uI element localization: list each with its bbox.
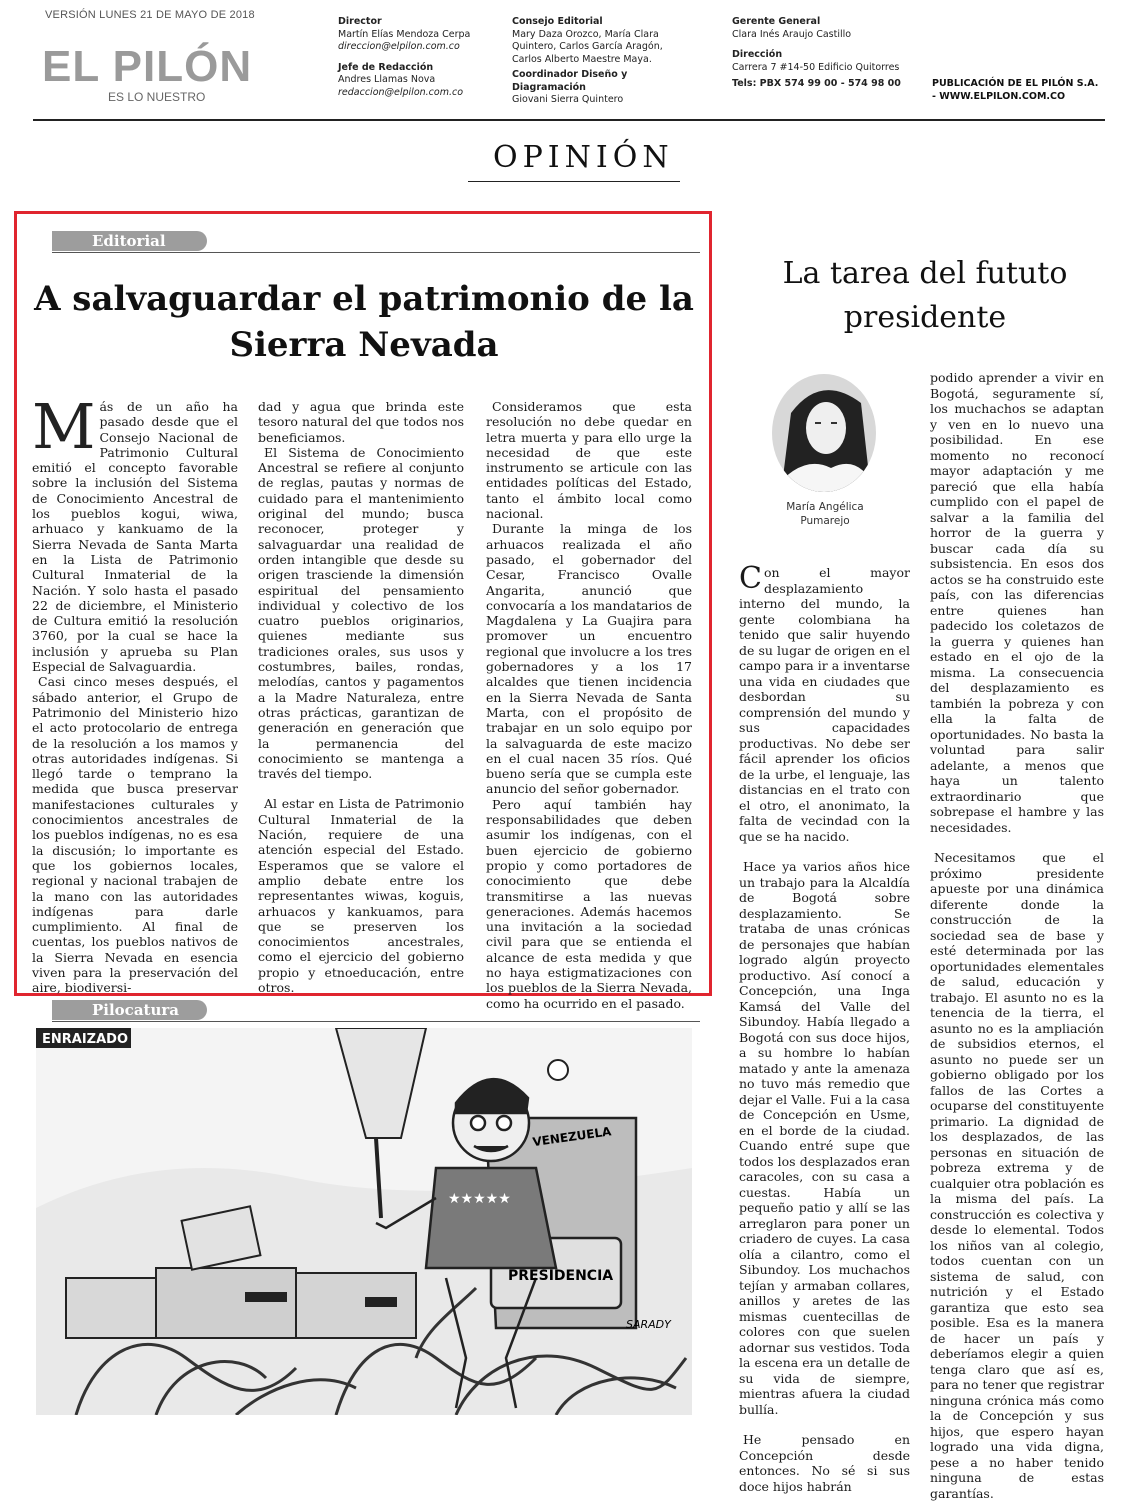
cartoon-label-venezuela: VENEZUELA: [531, 1124, 613, 1150]
credits-gerente: [732, 16, 912, 91]
director-email: direccion@elpilon.com.co: [338, 41, 460, 52]
jefe-email: redaccion@elpilon.com.co: [338, 86, 464, 98]
gerente-name: Clara Inés Araujo Castillo: [732, 28, 852, 40]
paragraph: podido aprender a vivir en Bogotá, seguramente sí, los muchachos se adaptan y ven en lo nuevo una posibilidad. En ese momento no reconocí mayor adaptación y me pareció que ella había cumplido con el papel de salvar a la familia del horror de la guerra y buscar cada día su subsistencia. En esos dos actos se ha construido este país, con las diferencias entre quienes han padecido los coletazos de la guerra y quienes han estado en el ojo de la misma. La consecuencia del desplazamiento es también la pobreza y con ella la falta de oportunidades. No basta la voluntad para salir adelante, a menos que haya un talento extraordinario que sobrepase el hambre y las necesidades.: [930, 370, 1104, 835]
editorial-headline: A salvaguardar el patrimonio de la Sierra Nevada: [34, 279, 694, 365]
coord-name: Giovani Sierra Quintero: [512, 94, 624, 105]
editorial-column-1: [32, 390, 238, 996]
direccion-label: Dirección: [732, 49, 783, 60]
director-label: Director: [338, 16, 382, 27]
gerente-label: Gerente General: [732, 16, 821, 27]
svg-text:★★★★★: ★★★★★: [448, 1191, 511, 1207]
drop-cap: M: [32, 390, 96, 463]
paragraph: on el mayor desplazamiento interno del mundo, la gente colombiana ha tenido que salir huyendo de su lugar de origen en el campo para ir a inventarse una vida en ciudades que desbordan su comprensión del mundo y sus capacidades productivas. No debe ser fácil aprender los oficios de la urbe, el lenguaje, las distancias en el trato con el otro, el anonimato, la falta de vecindad con la que se ha nacido.: [739, 565, 910, 844]
paragraph: Hace ya varios años hice un trabajo para la Alcaldía de Bogotá sobre desplazamiento. Se trataba de unas crónicas de personajes que habían logrado algún proyecto productivo. Así conocí a Concepción, una Inga Kamsá del Valle del Sibundoy. Había llegado a Bogotá con sus doce hijos, a su hombre lo habían matado y ante la amenaza no tuvo más remedio que dejar el Valle. Fui a la casa de Concepción en Usme, en el borde de la ciudad. Cuando entré supe que todos los desplazados eran caracoles, con su casa a cuestas. Había un pequeño patio y allí se las arreglaron para poner un criadero de cuyes. La casa olía a cilantro, como el Sibundoy. Los muchachos tejían y armaban collares, anillos y aretes de las mismas cuentecillas de colores con que suelen adornar sus vestidos. Toda la escena era un detalle de su vida de siempre, mientras afuera la ciudad bullía.: [739, 859, 910, 1417]
paragraph: Consideramos que esta resolución no debe quedar en letra muerta y para ello urge la necesidad de que este instrumento se articule con las entidades políticas del Estado, tanto el ámbito local como nacional.: [486, 399, 692, 522]
coord-label: Coordinador Diseño y Diagramación: [512, 69, 628, 93]
paragraph: Casi cinco meses después, el sábado anterior, el Grupo de Patrimonio del Ministerio hizo el acto protocolario de entrega de la resolución a los mamos y otras autoridades indígenas. Si llegó tarde o temprano la medida que busca preservar manifestaciones culturales y conocimientos ancestrales de los pueblos indígenas, no es esa la discusión; lo importante es que los gobiernos locales, regional y nacional trabajen de la mano con las autoridades indígenas para darle cumplimiento. Al final de cuentas, los pueblos nativos de la Sierra Nevada en esencia viven para la preservación del aire, biodiversi-: [32, 674, 238, 996]
section-rule: [468, 181, 680, 182]
consejo-label: Consejo Editorial: [512, 16, 603, 27]
paragraph: He pensado en Concepción desde entonces. No sé si sus doce hijos habrán: [739, 1432, 910, 1494]
cartoon-label-presidencia: PRESIDENCIA: [508, 1268, 614, 1284]
author-line-2: Pumarejo: [800, 515, 850, 527]
column-text-2: [930, 370, 1104, 1501]
author-name: [740, 500, 910, 528]
column-text-1: [739, 561, 910, 1494]
jefe-name: Andres Llamas Nova: [338, 74, 436, 85]
editorial-column-3: [486, 399, 692, 1011]
cartoon-title: ENRAIZADO: [42, 1032, 128, 1047]
paragraph: Al estar en Lista de Patrimonio Cultural Inmaterial de la Nación, requiere de una atención especial del Estado. Esperamos que se valore el amplio debate entre los representantes wiwas, koguis, arhuacos y kankuamos, para que se preserven los conocimientos ancestrales, como el ejercicio del gobierno propio y etnoeducación, entre otros.: [258, 796, 464, 995]
cartoonist-signature: SARADY: [626, 1318, 671, 1331]
publisher: PUBLICACIÓN DE EL PILÓN S.A. - WWW.ELPILON.COM.CO: [932, 78, 1099, 102]
paragraph: ás de un año ha pasado desde que el Consejo Nacional de Patrimonio Cultural emitió el concepto favorable sobre la inclusión del Sistema de Conocimiento Ancestral de los pueblos kogui, wiwa, arhuaco y kankuamo de la Sierra Nevada de Santa Marta en la Lista de Patrimonio Cultural Inmaterial de la Nación. Y solo hasta el pasado 22 de diciembre, el Ministerio de Cultura emitió la resolución 3760, por la cual se hace la inclusión y aprueba su Plan Especial de Salvaguardia.: [32, 399, 238, 675]
jefe-label: Jefe de Redacción: [338, 61, 434, 73]
consejo-names: Mary Daza Orozco, María Clara Quintero, Carlos García Aragón, Carlos Alberto Maestre Maya.: [512, 28, 663, 65]
credits-consejo: [512, 16, 672, 107]
edition-date: VERSIÓN LUNES 21 DE MAYO DE 2018: [45, 9, 255, 21]
newspaper-logo: EL PILÓN: [42, 42, 253, 91]
slogan: ES LO NUESTRO: [108, 90, 206, 104]
paragraph: Pero aquí también hay responsabilidades que deben asumir los indígenas, con el buen ejercicio de gobierno propio y como portadores de conocimiento que debe transmitirse a las nuevas generaciones. Además hacemos una invitación a la sociedad civil para que se entienda el alcance de esta medida y que no haya estigmatizaciones con los pueblos de la Sierra Nevada, como ha ocurrido en el pasado.: [486, 796, 692, 1011]
drop-cap: C: [739, 561, 762, 596]
direccion-value: Carrera 7 #14-50 Edificio Quitorres: [732, 61, 900, 73]
editorial-tab: Editorial: [52, 231, 207, 251]
credits-director: [338, 16, 498, 99]
cartoon-image: [36, 1028, 692, 1415]
paragraph: El Sistema de Conocimiento Ancestral se refiere al conjunto de reglas, pautas y normas de cuidado para el mantenimiento original del mundo; busca reconocer, proteger y salvaguardar una realidad de orden intangible que desde su origen trasciende la dimensión espiritual del pensamiento individual y colectivo de los cuatro pueblos originarios, quienes mediante sus tradiciones orales, sus usos y costumbres, bailes, rondas, melodías, cantos y pagamentos a la Madre Naturaleza, entre otras prácticas, garantizan de generación en generación que la permanencia del conocimiento se mantenga a través del tiempo.: [258, 444, 464, 782]
tels: Tels: PBX 574 99 00 - 574 98 00: [732, 78, 901, 89]
pilocatura-rule: [52, 1021, 700, 1022]
editorial-column-2: [258, 399, 464, 995]
cartoon-illustration: [36, 1028, 692, 1415]
director-name: Martín Elías Mendoza Cerpa: [338, 28, 471, 40]
author-line-1: María Angélica: [786, 501, 864, 513]
editorial-rule: [52, 252, 700, 253]
masthead-rule: [33, 119, 1105, 121]
paragraph: Durante la minga de los arhuacos realizada el año pasado, el gobernador del Cesar, Francisco Ovalle Angarita, anunció que convocaría a los mandatarios de Magdalena y La Guajira para promover un encuentro regional que involucre a los tres gobernadores y a los 17 alcaldes que tienen incidencia en la Sierra Nevada de Santa Marta, con el propósito de trabajar en un solo equipo por la salvaguarda de este macizo en el cual nacen 35 ríos. Qué bueno sería que se cumpla este anuncio del señor gobernador.: [486, 521, 692, 797]
pilocatura-tab: Pilocatura: [52, 1000, 207, 1020]
column-headline: La tarea del fututo presidente: [782, 256, 1068, 335]
section-title: OPINIÓN: [493, 140, 674, 175]
paragraph: Necesitamos que el próximo presidente apueste por una dinámica diferente donde la construcción de la sociedad sea de base y esté determinada por las oportunidades elementales de salud, educación y trabajo. El asunto no es la tenencia de la tierra, el asunto no es la ampliación de subsidios eternos, el asunto no puede ser un gobierno obligado por los fallos de las Cortes a ocuparse del constituyente primario. La dignidad de los desplazados, de las personas en situación de pobreza extrema y de cualquier otra población es la misma del país. La construcción es colectiva y desde lo elemental. Todos los niños van al colegio, todos cuentan con un sistema de salud, con nutrición y el Estado garantiza que esto sea posible. Esa es la manera de hacer un país y deberíamos elegir a quien tenga claro que así es, para no tener que registrar ninguna crónica más como la de Concepción y sus hijos, que espero hayan logrado una vida digna, pese a no haber tenido ninguna de estas garantías.: [930, 850, 1104, 1501]
author-portrait: [771, 373, 877, 493]
paragraph: dad y agua que brinda este tesoro natural del que todos nos beneficiamos.: [258, 399, 464, 445]
